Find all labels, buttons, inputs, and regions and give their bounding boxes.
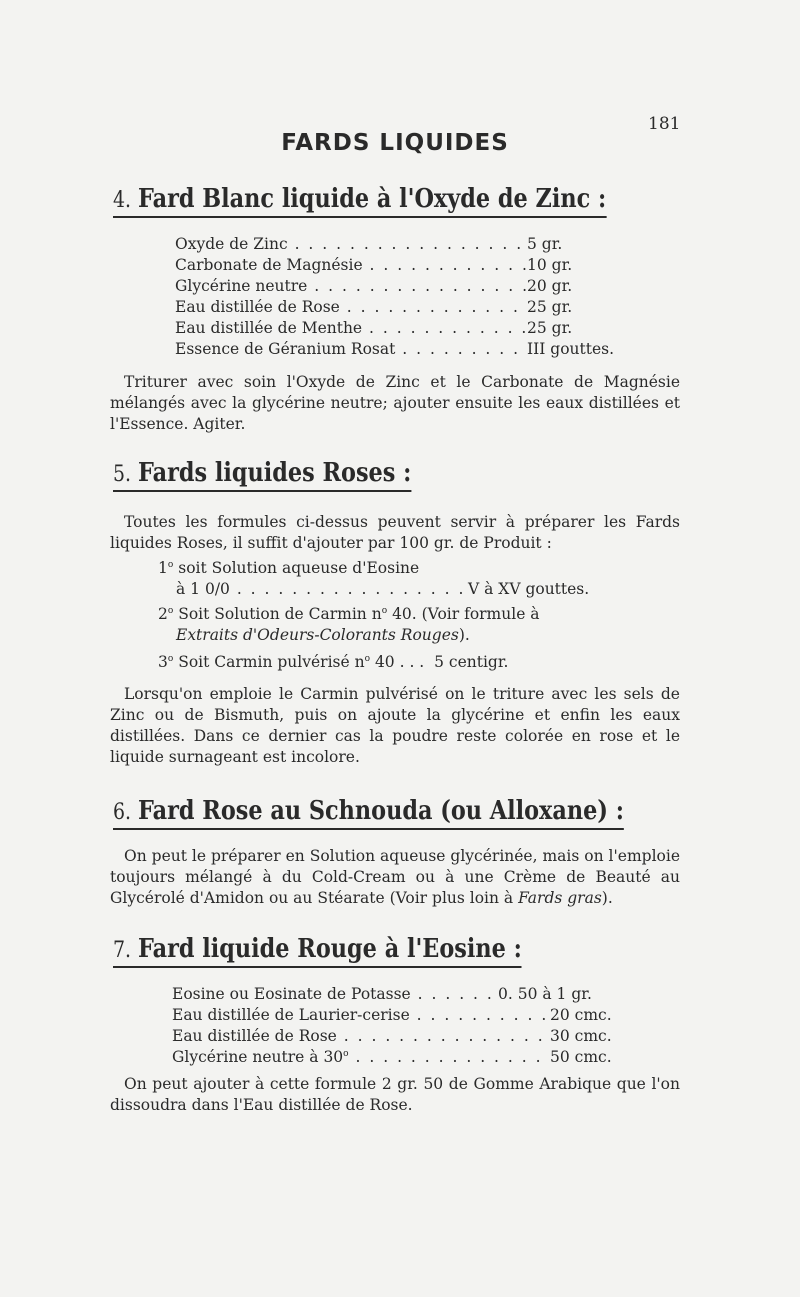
- section-6-instructions: [110, 846, 680, 909]
- section-title: Fard Rose au Schnouda (ou Alloxane) :: [137, 796, 624, 826]
- ingredient-qty: III gouttes.: [527, 340, 615, 358]
- ingredient-qty: 0. 50 à 1 gr.: [498, 985, 592, 1003]
- chapter-title: FARDS LIQUIDES: [281, 130, 509, 156]
- formula-3: [158, 652, 638, 673]
- ingredient-row: [175, 234, 614, 255]
- formula-text: Soit Carmin pulvérisé n: [178, 653, 365, 671]
- degree-mark: o: [343, 1048, 349, 1059]
- ingredient-qty: 20 gr.: [527, 277, 573, 295]
- formula-1-dose: [158, 579, 638, 600]
- formula-text: 40 . . .: [374, 653, 425, 671]
- page-number: 181: [648, 114, 681, 134]
- formula-text: soit Solution aqueuse d'Eosine: [178, 559, 420, 577]
- paragraph-text: On peut le préparer en Solution aqueuse glycérinée, mais on l'emploie toujours mélangé à du Cold-Cream ou à une Crème de Beauté au Glycérolé d'Amidon ou au Stéarate (Voir plus loin à: [110, 847, 680, 907]
- ingredient-row: [172, 1047, 612, 1068]
- ingredient-row: [175, 339, 614, 360]
- ingredient-row: [175, 255, 614, 276]
- section-5-instructions: Lorsqu'on emploie le Carmin pulvérisé on le triture avec les sels de Zinc ou de Bismuth, puis on ajoute la glycérine et enfin les eaux distillées. Dans ce dernier cas la poudre reste colorée en rose et le liquide surnageant est incolore.: [110, 685, 680, 766]
- section-4-instructions: Triturer avec soin l'Oxyde de Zinc et le Carbonate de Magnésie mélangés avec la glycérine neutre; ajouter ensuite les eaux distillées et l'Essence. Agiter.: [110, 373, 680, 433]
- section-title: Fard liquide Rouge à l'Eosine :: [137, 934, 522, 964]
- formula-text: à 1 0/0 . . .: [176, 579, 468, 600]
- ingredient-name: Essence de Géranium Rosat . . .: [175, 339, 527, 360]
- ingredient-name: Eau distillée de Menthe . . .: [175, 318, 527, 339]
- formula-number: 3: [158, 653, 168, 671]
- cross-reference: Fards gras: [518, 889, 602, 907]
- ordinal-mark: o: [167, 605, 174, 616]
- ingredient-row: [172, 1026, 612, 1047]
- ingredient-name: [172, 1047, 550, 1068]
- ingredient-name: Eosine ou Eosinate de Potasse . . .: [172, 984, 498, 1005]
- ingredient-row: [172, 984, 612, 1005]
- ingredient-qty: 20 cmc.: [550, 1006, 612, 1024]
- section-number: 7.: [113, 938, 132, 963]
- section-4-recipe: [175, 234, 614, 360]
- ingredient-qty: 25 gr.: [527, 298, 573, 316]
- formula-qty: 5 centigr.: [434, 653, 509, 671]
- section-number: 4.: [113, 188, 132, 213]
- ingredient-qty: 30 cmc.: [550, 1027, 612, 1045]
- ingredient-qty: 10 gr.: [527, 256, 573, 274]
- section-number: 5.: [113, 462, 132, 487]
- section-5-intro: Toutes les formules ci-dessus peuvent servir à préparer les Fards liquides Roses, il suffit d'ajouter par 100 gr. de Produit :: [110, 513, 680, 552]
- formula-2: [158, 604, 638, 625]
- paragraph-text: ).: [601, 889, 613, 907]
- ordinal-mark: o: [167, 559, 174, 570]
- section-title: Fard Blanc liquide à l'Oxyde de Zinc :: [137, 184, 607, 214]
- section-title: Fards liquides Roses :: [137, 458, 412, 488]
- ordinal-mark: o: [167, 653, 174, 664]
- section-7-recipe: [172, 984, 612, 1068]
- formula-2-ref: [158, 625, 638, 646]
- ingredient-row: [175, 276, 614, 297]
- ingredient-name: Eau distillée de Rose . . .: [172, 1026, 550, 1047]
- formula-text: 40. (Voir formule à: [392, 605, 540, 623]
- formula-number: 2: [158, 605, 168, 623]
- section-5-formulas: [158, 558, 638, 673]
- ingredient-name: Eau distillée de Rose . . .: [175, 297, 527, 318]
- section-7-heading: [113, 934, 522, 968]
- formula-qty: V à XV gouttes.: [468, 580, 590, 598]
- ingredient-row: [172, 1005, 612, 1026]
- formula-text: Soit Solution de Carmin n: [178, 605, 382, 623]
- section-7-instructions: On peut ajouter à cette formule 2 gr. 50 de Gomme Arabique que l'on dissoudra dans l'Eau distillée de Rose.: [110, 1075, 680, 1114]
- ordinal-mark: o: [364, 653, 370, 664]
- cross-reference: Extraits d'Odeurs-Colorants Rouges: [176, 626, 459, 644]
- ordinal-mark: o: [381, 605, 388, 616]
- formula-1: [158, 558, 638, 579]
- ingredient-name: Oxyde de Zinc . . .: [175, 234, 527, 255]
- ingredient-qty: 25 gr.: [527, 319, 573, 337]
- formula-number: 1: [158, 559, 168, 577]
- section-5-heading: [113, 458, 411, 492]
- ingredient-text: Glycérine neutre à 30: [172, 1048, 344, 1066]
- section-4-heading: [113, 184, 606, 218]
- ingredient-row: [175, 318, 614, 339]
- ingredient-name: Eau distillée de Laurier-cerise . . .: [172, 1005, 550, 1026]
- formula-text: ).: [458, 626, 470, 644]
- ingredient-name: Glycérine neutre . . .: [175, 276, 527, 297]
- ingredient-row: [175, 297, 614, 318]
- ingredient-name: Carbonate de Magnésie . . .: [175, 255, 527, 276]
- section-number: 6.: [113, 800, 132, 825]
- section-6-heading: [113, 796, 624, 830]
- ingredient-qty: 5 gr.: [527, 235, 563, 253]
- ingredient-qty: 50 cmc.: [550, 1048, 612, 1066]
